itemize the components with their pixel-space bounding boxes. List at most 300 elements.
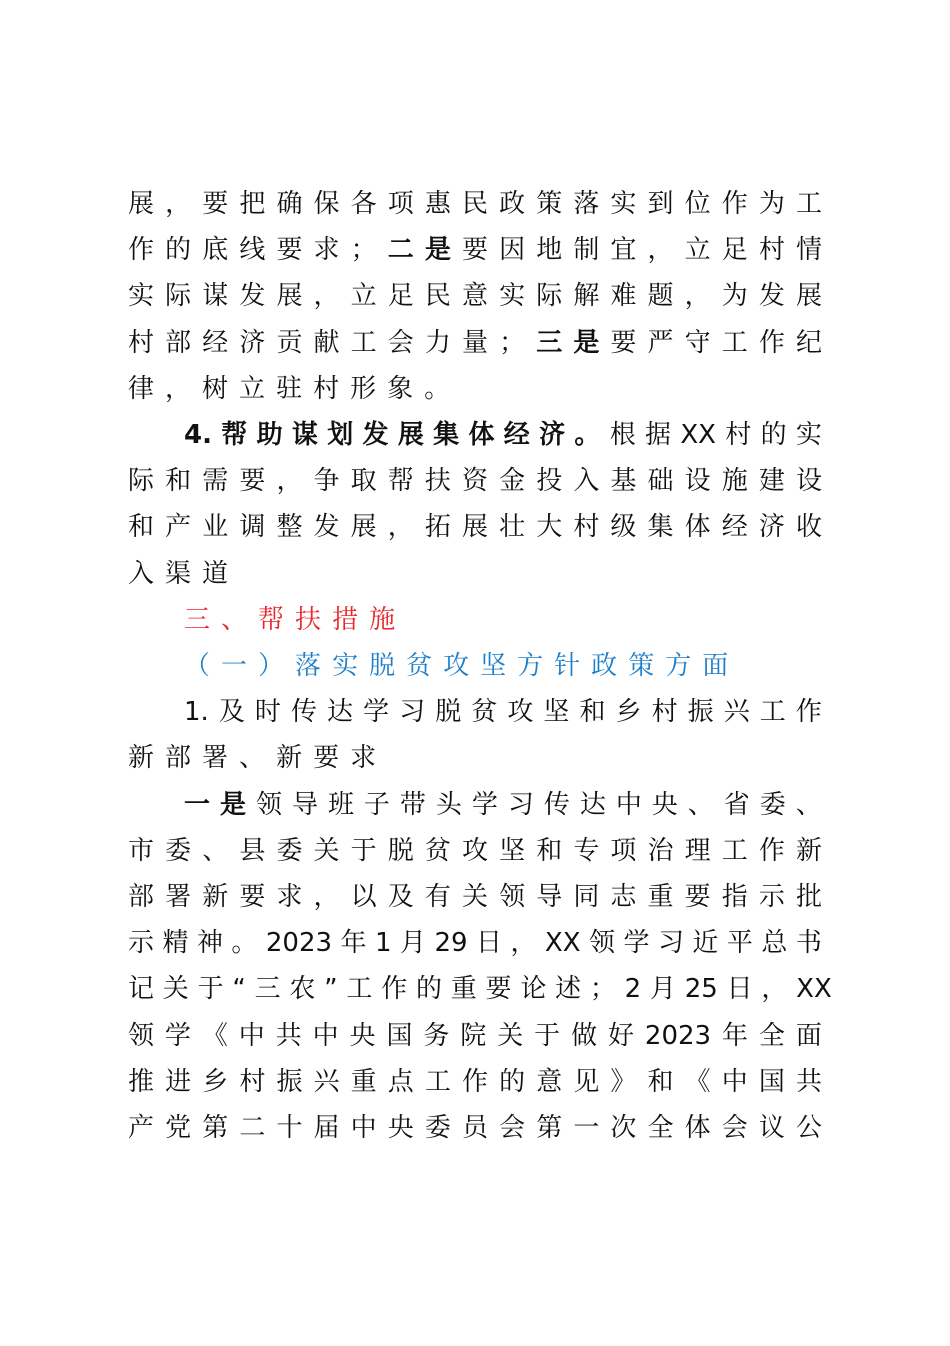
body-text: ， xyxy=(313,281,340,312)
body-text: 中 xyxy=(312,1020,339,1051)
body-text: XX xyxy=(544,928,581,959)
body-text: 产 xyxy=(165,512,192,543)
body-text: 中 xyxy=(238,1020,265,1051)
body-text: 领 xyxy=(255,789,282,820)
body-text: 日 xyxy=(726,974,753,1005)
body-text: 收 xyxy=(795,512,822,543)
body-text: 求 xyxy=(313,235,340,266)
body-text: ， xyxy=(387,512,414,543)
body-text: 月 xyxy=(399,928,426,959)
body-text: 国 xyxy=(758,1066,785,1097)
body-text: 村 xyxy=(651,697,678,728)
body-text: 展 xyxy=(276,281,303,312)
body-text: 《 xyxy=(201,1020,228,1051)
body-text: 近 xyxy=(692,928,719,959)
body-text: 道 xyxy=(202,558,229,589)
text-line xyxy=(128,320,822,366)
body-text: 因 xyxy=(499,235,526,266)
body-text: 的 xyxy=(165,235,192,266)
body-text: 议 xyxy=(758,1113,785,1143)
body-text: 子 xyxy=(363,789,390,820)
body-text: 学 xyxy=(363,697,390,728)
body-text: 渠 xyxy=(165,558,192,589)
body-text: 驻 xyxy=(276,373,303,404)
body-text: 发 xyxy=(313,512,340,543)
body-text: 指 xyxy=(721,882,748,912)
body-text: 实 xyxy=(795,420,822,450)
body-text: 脱 xyxy=(387,835,414,866)
body-text: 三 xyxy=(184,604,211,635)
body-text: 作 xyxy=(758,835,785,866)
text-line xyxy=(184,597,822,643)
body-text: 总 xyxy=(761,928,788,959)
body-text: 达 xyxy=(579,789,606,820)
body-text: 攻 xyxy=(507,697,534,728)
body-text: 理 xyxy=(684,835,711,866)
body-text: 方 xyxy=(517,651,544,681)
body-text: 树 xyxy=(202,373,229,404)
body-text: 难 xyxy=(610,281,637,312)
body-text: 求 xyxy=(350,743,377,774)
body-text: 三 xyxy=(254,974,281,1005)
body-text: ） xyxy=(258,651,285,681)
text-line xyxy=(128,735,822,781)
body-text: 年 xyxy=(721,1020,748,1051)
body-text: 部 xyxy=(128,882,155,912)
body-text: 工 xyxy=(346,974,373,1005)
body-text: 时 xyxy=(254,697,281,728)
body-text: 要 xyxy=(485,974,512,1005)
body-text: 作 xyxy=(461,1066,488,1097)
body-text: 制 xyxy=(573,235,600,266)
text-line xyxy=(128,227,822,273)
body-text: 志 xyxy=(610,882,637,912)
body-text: 二 xyxy=(239,1113,266,1143)
body-text: 为 xyxy=(721,281,748,312)
body-text: 扶 xyxy=(424,466,451,497)
body-text: 关 xyxy=(497,1020,524,1051)
body-text: 题 xyxy=(647,281,674,312)
body-text: 体 xyxy=(684,1113,711,1143)
body-text: 调 xyxy=(239,512,266,543)
body-text: 资 xyxy=(461,466,488,497)
body-text: 十 xyxy=(276,1113,303,1143)
bold-text: 一 xyxy=(184,789,211,820)
body-text: 项 xyxy=(387,189,414,219)
body-text: 农 xyxy=(289,974,316,1005)
body-text: 好 xyxy=(607,1020,634,1051)
body-text: 和 xyxy=(536,835,563,866)
body-text: 要 xyxy=(313,743,340,774)
bold-text: 济 xyxy=(539,420,566,450)
body-text: 委 xyxy=(276,835,303,866)
body-text: 发 xyxy=(758,281,785,312)
body-text: 和 xyxy=(128,512,155,543)
body-text: 要 xyxy=(461,235,488,266)
body-text: ， xyxy=(165,189,192,219)
body-text: 帮 xyxy=(387,466,414,497)
bold-text: 是 xyxy=(424,235,451,266)
body-text: 全 xyxy=(758,1020,785,1051)
body-text: 根 xyxy=(609,420,636,450)
body-text: 意 xyxy=(461,281,488,312)
bold-text: 4. xyxy=(184,420,212,450)
body-text: 、 xyxy=(795,789,822,820)
body-text: 次 xyxy=(610,1113,637,1143)
body-text: 学 xyxy=(623,928,650,959)
body-text: 攻 xyxy=(443,651,470,681)
body-text: 委 xyxy=(424,1113,451,1143)
body-text: 兴 xyxy=(723,697,750,728)
body-text: 工 xyxy=(721,327,748,358)
body-text: 振 xyxy=(276,1066,303,1097)
body-text: 有 xyxy=(424,882,451,912)
body-text: 、 xyxy=(221,604,248,635)
body-text: 习 xyxy=(657,928,684,959)
body-text: 带 xyxy=(399,789,426,820)
body-text: ” xyxy=(324,974,338,1005)
body-text: 确 xyxy=(276,189,303,219)
body-text: 方 xyxy=(665,651,692,681)
body-text: 际 xyxy=(165,281,192,312)
body-text: 贫 xyxy=(471,697,498,728)
body-text: 全 xyxy=(647,1113,674,1143)
body-text: 重 xyxy=(350,1066,377,1097)
body-text: 新 xyxy=(795,835,822,866)
body-text: 部 xyxy=(165,327,192,358)
bold-text: 经 xyxy=(503,420,530,450)
body-text: 展 xyxy=(350,512,377,543)
bold-text: 发 xyxy=(362,420,389,450)
body-text: 精 xyxy=(162,928,189,959)
body-text: 量 xyxy=(461,327,488,358)
body-text: XX xyxy=(796,974,832,1005)
body-text: 县 xyxy=(239,835,266,866)
body-text: 级 xyxy=(610,512,637,543)
body-text: 入 xyxy=(573,466,600,497)
body-text: 委 xyxy=(759,789,786,820)
body-text: 学 xyxy=(164,1020,191,1051)
body-text: 大 xyxy=(536,512,563,543)
body-text: 础 xyxy=(647,466,674,497)
body-text: 25 xyxy=(684,974,718,1005)
body-text: 坚 xyxy=(480,651,507,681)
body-text: 及 xyxy=(218,697,245,728)
body-text: 实 xyxy=(610,189,637,219)
bold-text: 展 xyxy=(397,420,424,450)
body-text: 形 xyxy=(350,373,377,404)
body-text: 届 xyxy=(313,1113,340,1143)
body-text: 头 xyxy=(435,789,462,820)
body-text: 项 xyxy=(610,835,637,866)
body-text: ， xyxy=(684,281,711,312)
body-text: 要 xyxy=(239,882,266,912)
body-text: 展 xyxy=(128,189,155,219)
body-text: 足 xyxy=(387,281,414,312)
body-text: 要 xyxy=(202,189,229,219)
body-text: 国 xyxy=(386,1020,413,1051)
body-text: 公 xyxy=(795,1113,822,1143)
body-text: 导 xyxy=(536,882,563,912)
body-text: 导 xyxy=(291,789,318,820)
body-text: 及 xyxy=(387,882,414,912)
body-text: 院 xyxy=(460,1020,487,1051)
body-text: 面 xyxy=(702,651,729,681)
body-text: 。 xyxy=(424,373,451,404)
bold-text: 帮 xyxy=(221,420,248,450)
body-text: 中 xyxy=(615,789,642,820)
body-text: ； xyxy=(499,327,526,358)
body-text: 贡 xyxy=(276,327,303,358)
body-text: 、 xyxy=(239,743,266,774)
body-text: 策 xyxy=(628,651,655,681)
bold-text: 体 xyxy=(468,420,495,450)
text-line xyxy=(128,828,822,874)
body-text: 情 xyxy=(795,235,822,266)
body-text: 领 xyxy=(128,1020,155,1051)
body-text: 会 xyxy=(721,1113,748,1143)
text-line xyxy=(184,689,822,735)
body-text: 共 xyxy=(275,1020,302,1051)
body-text: 实 xyxy=(332,651,359,681)
body-text: 传 xyxy=(543,789,570,820)
body-text: 月 xyxy=(649,974,676,1005)
body-text: 意 xyxy=(536,1066,563,1097)
body-text: 据 xyxy=(645,420,672,450)
body-text: 措 xyxy=(332,604,359,635)
body-text: 求 xyxy=(276,882,303,912)
body-text: 工 xyxy=(759,697,786,728)
body-text: 地 xyxy=(536,235,563,266)
text-line xyxy=(184,643,822,689)
body-text: 新 xyxy=(276,743,303,774)
body-text: 关 xyxy=(461,882,488,912)
body-text: 中 xyxy=(721,1066,748,1097)
body-text: ， xyxy=(313,882,340,912)
body-text: ， xyxy=(647,235,674,266)
body-text: ， xyxy=(510,928,537,959)
body-text: 脱 xyxy=(369,651,396,681)
text-line xyxy=(128,551,822,597)
body-text: 金 xyxy=(499,466,526,497)
body-text: 29 xyxy=(434,928,468,959)
bold-text: 谋 xyxy=(291,420,318,450)
body-text: 平 xyxy=(726,928,753,959)
body-text: 设 xyxy=(795,466,822,497)
body-text: ， xyxy=(276,466,303,497)
body-text: 壮 xyxy=(499,512,526,543)
body-text: 体 xyxy=(684,512,711,543)
body-text: “ xyxy=(232,974,246,1005)
body-text: 推 xyxy=(128,1066,155,1097)
body-text: 需 xyxy=(202,466,229,497)
body-text: 关 xyxy=(162,974,189,1005)
body-text: 作 xyxy=(721,189,748,219)
body-text: 帮 xyxy=(258,604,285,635)
body-text: 专 xyxy=(573,835,600,866)
body-text: 部 xyxy=(165,743,192,774)
body-text: 实 xyxy=(128,281,155,312)
body-text: 政 xyxy=(499,189,526,219)
body-text: 示 xyxy=(128,928,155,959)
body-text: 乡 xyxy=(615,697,642,728)
body-text: 共 xyxy=(795,1066,822,1097)
text-line xyxy=(128,1105,822,1151)
body-text: 第 xyxy=(536,1113,563,1143)
body-text: ， xyxy=(165,373,192,404)
body-text: 署 xyxy=(202,743,229,774)
body-text: 新 xyxy=(128,743,155,774)
body-text: 于 xyxy=(197,974,224,1005)
body-text: 神 xyxy=(196,928,223,959)
body-text: 1. xyxy=(184,697,209,728)
body-text: 记 xyxy=(128,974,155,1005)
body-text: 展 xyxy=(795,281,822,312)
body-text: 策 xyxy=(536,189,563,219)
body-text: 落 xyxy=(295,651,322,681)
body-text: 立 xyxy=(684,235,711,266)
body-text: 进 xyxy=(165,1066,192,1097)
body-text: 、 xyxy=(202,835,229,866)
body-text: 书 xyxy=(795,928,822,959)
body-text: 的 xyxy=(415,974,442,1005)
text-line xyxy=(128,366,822,412)
bold-text: 集 xyxy=(433,420,460,450)
body-text: 传 xyxy=(290,697,317,728)
body-text: 惠 xyxy=(424,189,451,219)
body-text: 各 xyxy=(350,189,377,219)
body-text: 《 xyxy=(684,1066,711,1097)
body-text: 以 xyxy=(350,882,377,912)
body-text: 济 xyxy=(239,327,266,358)
text-line xyxy=(184,782,822,828)
body-text: 守 xyxy=(684,327,711,358)
body-text: 会 xyxy=(387,327,414,358)
body-text: 见 xyxy=(573,1066,600,1097)
body-text: 习 xyxy=(399,697,426,728)
body-text: 论 xyxy=(520,974,547,1005)
text-line xyxy=(128,920,822,966)
body-text: 作 xyxy=(128,235,155,266)
body-text: 作 xyxy=(795,697,822,728)
body-text: 班 xyxy=(327,789,354,820)
body-text: 村 xyxy=(725,420,752,450)
body-text: 贫 xyxy=(424,835,451,866)
body-text: 业 xyxy=(202,512,229,543)
text-line xyxy=(128,181,822,227)
body-text: 和 xyxy=(579,697,606,728)
body-text: 一 xyxy=(221,651,248,681)
body-text: 设 xyxy=(684,466,711,497)
body-text: 为 xyxy=(758,189,785,219)
body-text: 述 xyxy=(555,974,582,1005)
body-text: 际 xyxy=(536,281,563,312)
body-text: 、 xyxy=(687,789,714,820)
body-text: 民 xyxy=(424,281,451,312)
body-text: 批 xyxy=(795,882,822,912)
body-text: 党 xyxy=(165,1113,192,1143)
body-text: 严 xyxy=(647,327,674,358)
body-text: 贫 xyxy=(406,651,433,681)
body-text: 署 xyxy=(165,882,192,912)
body-text: 于 xyxy=(534,1020,561,1051)
body-text: 纪 xyxy=(795,327,822,358)
body-text: 献 xyxy=(313,327,340,358)
body-text: 产 xyxy=(128,1113,155,1143)
body-text: 村 xyxy=(128,327,155,358)
body-text: 日 xyxy=(475,928,502,959)
body-text: 一 xyxy=(573,1113,600,1143)
text-line xyxy=(128,966,832,1012)
body-text: 象 xyxy=(387,373,414,404)
body-text: 做 xyxy=(571,1020,598,1051)
body-text: （ xyxy=(184,651,211,681)
bold-text: 划 xyxy=(327,420,354,450)
bold-text: 二 xyxy=(387,235,414,266)
body-text: 针 xyxy=(554,651,581,681)
body-text: 新 xyxy=(202,882,229,912)
body-text: 足 xyxy=(721,235,748,266)
body-text: 要 xyxy=(239,466,266,497)
body-text: 律 xyxy=(128,373,155,404)
body-text: 央 xyxy=(349,1020,376,1051)
body-text: 工 xyxy=(350,327,377,358)
bold-text: 是 xyxy=(573,327,600,358)
body-text: 重 xyxy=(450,974,477,1005)
body-text: 作 xyxy=(758,327,785,358)
body-text: 关 xyxy=(313,835,340,866)
body-text: 保 xyxy=(313,189,340,219)
body-text: 宜 xyxy=(610,235,637,266)
body-text: 建 xyxy=(758,466,785,497)
body-text: 振 xyxy=(687,697,714,728)
body-text: 省 xyxy=(723,789,750,820)
body-text: 坚 xyxy=(543,697,570,728)
body-text: 务 xyxy=(423,1020,450,1051)
body-text: 学 xyxy=(471,789,498,820)
body-text: 发 xyxy=(239,281,266,312)
body-text: 到 xyxy=(647,189,674,219)
body-text: 入 xyxy=(128,558,155,589)
body-text: 员 xyxy=(461,1113,488,1143)
text-line xyxy=(128,1059,822,1105)
body-text: 济 xyxy=(758,512,785,543)
body-text: 2023 xyxy=(265,928,333,959)
body-text: 的 xyxy=(760,420,787,450)
body-text: 力 xyxy=(424,327,451,358)
body-text: 面 xyxy=(795,1020,822,1051)
body-text: 村 xyxy=(239,1066,266,1097)
body-text: 要 xyxy=(610,327,637,358)
body-text: 领 xyxy=(499,882,526,912)
body-text: ； xyxy=(350,235,377,266)
body-text: 》 xyxy=(610,1066,637,1097)
body-text: 坚 xyxy=(499,835,526,866)
body-text: 实 xyxy=(499,281,526,312)
body-text: 谋 xyxy=(202,281,229,312)
body-text: 争 xyxy=(313,466,340,497)
body-text: 村 xyxy=(313,373,340,404)
body-text: 线 xyxy=(239,235,266,266)
body-text: 解 xyxy=(573,281,600,312)
body-text: 政 xyxy=(591,651,618,681)
body-text: ； xyxy=(589,974,616,1005)
body-text: 投 xyxy=(536,466,563,497)
body-text: 村 xyxy=(573,512,600,543)
body-text: 村 xyxy=(758,235,785,266)
body-text: 第 xyxy=(202,1113,229,1143)
body-text: 整 xyxy=(276,512,303,543)
